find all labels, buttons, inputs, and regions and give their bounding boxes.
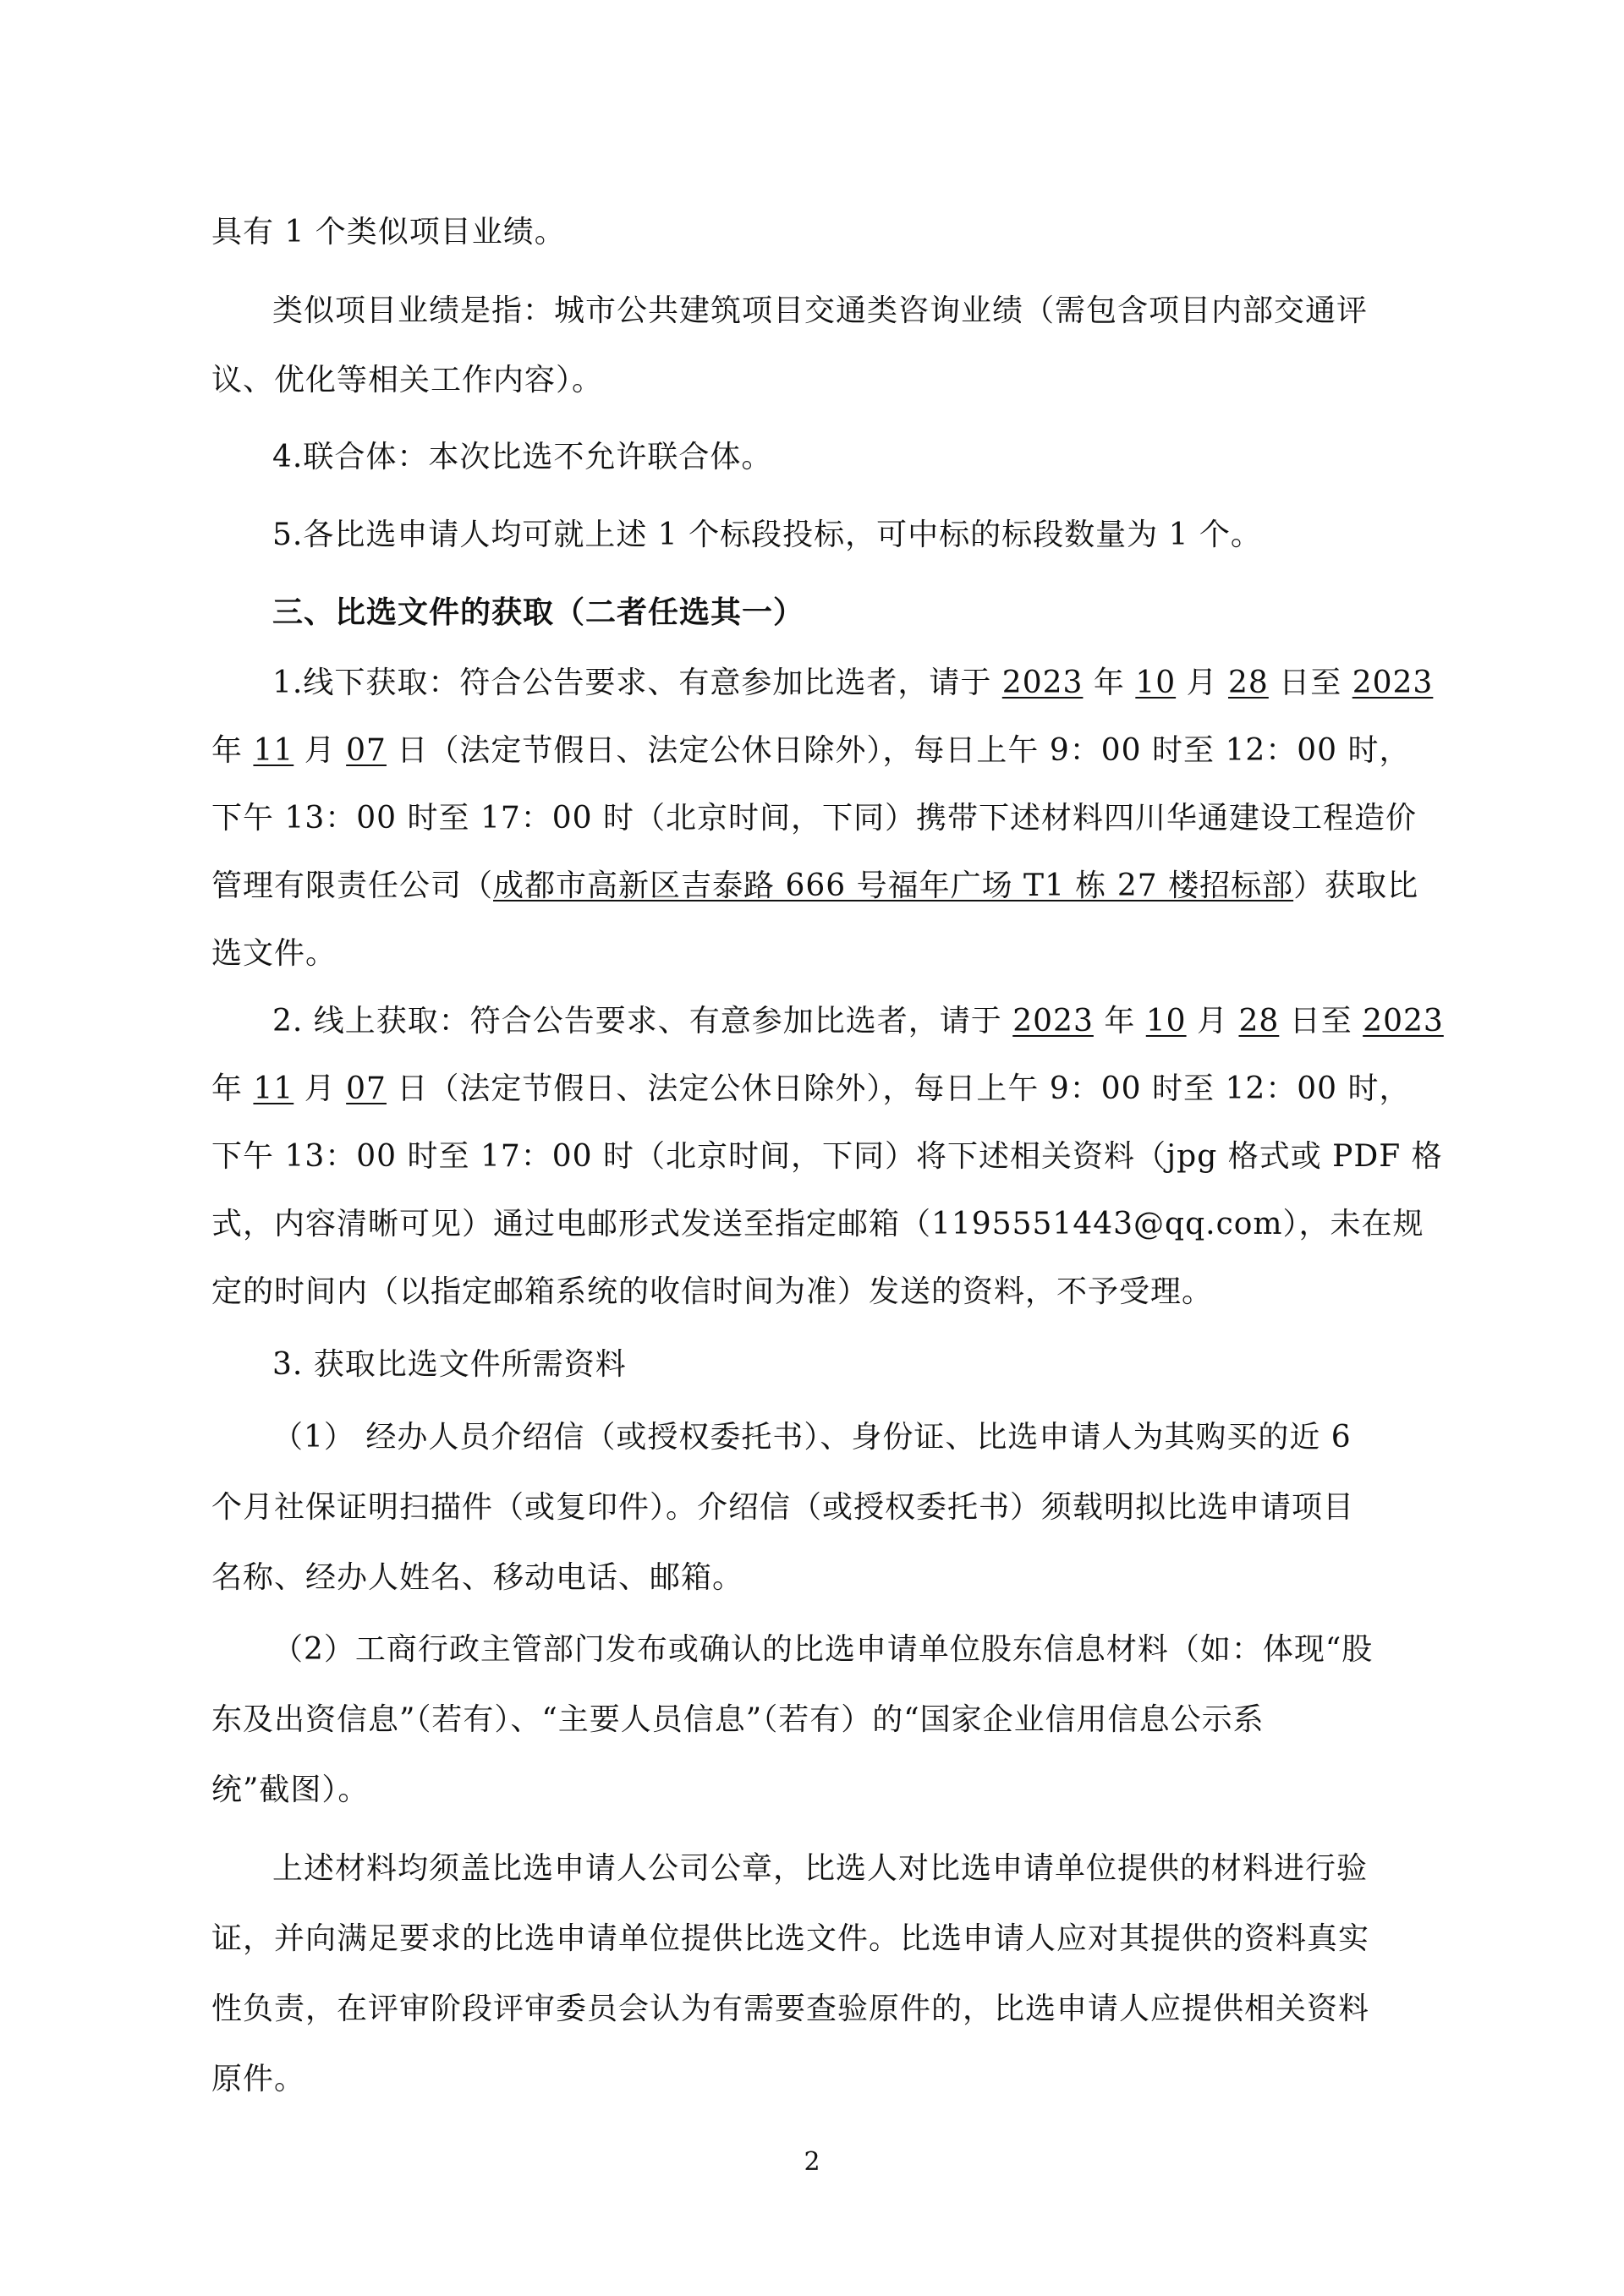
date-month: 10 xyxy=(1135,666,1177,700)
text-run: 月 xyxy=(1176,666,1229,700)
date-year: 2023 xyxy=(1012,1004,1094,1038)
date-day: 28 xyxy=(1228,666,1269,700)
text-run: ）获取比 xyxy=(1293,869,1419,903)
body-text-line xyxy=(272,662,1433,704)
section-heading: 三、比选文件的获取（二者任选其一） xyxy=(272,595,805,630)
body-text-line xyxy=(211,730,1411,772)
text-run: 年 xyxy=(211,733,254,768)
text-run: 管理有限责任公司（ xyxy=(211,869,494,903)
body-text-line: 选文件。 xyxy=(211,936,337,971)
text-run: 日（法定节假日、法定公休日除外），每日上午 9：00 时至 12：00 时， xyxy=(386,733,1411,768)
date-month: 11 xyxy=(253,733,294,768)
date-year: 2023 xyxy=(1352,666,1434,700)
body-text-line: 具有 1 个类似项目业绩。 xyxy=(211,215,566,249)
text-run: 月 xyxy=(294,1071,347,1106)
body-text-line: 统”截图）。 xyxy=(211,1773,370,1807)
body-text-line: 证，并向满足要求的比选申请单位提供比选文件。比选申请人应对其提供的资料真实 xyxy=(211,1921,1370,1956)
date-month: 11 xyxy=(253,1071,294,1106)
text-run: 2. 线上获取：符合公告要求、有意参加比选者，请于 xyxy=(272,1004,1013,1038)
date-year: 2023 xyxy=(1363,1004,1444,1038)
body-text-line: 下午 13：00 时至 17：00 时（北京时间，下同）将下述相关资料（jpg 格式或 PDF 格 xyxy=(211,1139,1443,1174)
page-number: 2 xyxy=(804,2147,820,2177)
text-run: 日至 xyxy=(1279,1004,1363,1038)
body-text-line: （1） 经办人员介绍信（或授权委托书）、身份证、比选申请人为其购买的近 6 xyxy=(272,1420,1352,1455)
list-item-consortium: 4.联合体：本次比选不允许联合体。 xyxy=(272,440,773,474)
text-run: 年 xyxy=(211,1071,254,1106)
body-text-line: 原件。 xyxy=(211,2062,306,2096)
subsection-title: 3. 获取比选文件所需资料 xyxy=(272,1347,627,1382)
body-text-line: （2）工商行政主管部门发布或确认的比选申请单位股东信息材料（如：体现“股 xyxy=(272,1632,1374,1667)
body-text-line: 议、优化等相关工作内容）。 xyxy=(211,363,604,397)
address-text: 成都市高新区吉泰路 666 号福年广场 T1 栋 27 楼招标部 xyxy=(493,869,1294,903)
date-day: 07 xyxy=(346,733,387,768)
date-month: 10 xyxy=(1145,1004,1187,1038)
body-text-line: 式，内容清晰可见）通过电邮形式发送至指定邮箱（1195551443@qq.com），未在规 xyxy=(211,1207,1424,1241)
date-day: 28 xyxy=(1238,1004,1280,1038)
body-text-line: 下午 13：00 时至 17：00 时（北京时间，下同）携带下述材料四川华通建设工程造价 xyxy=(211,801,1418,836)
text-run: 年 xyxy=(1093,1004,1146,1038)
list-item-bid-sections: 5.各比选申请人均可就上述 1 个标段投标，可中标的标段数量为 1 个。 xyxy=(272,518,1262,552)
body-text-line: 东及出资信息”（若有）、“主要人员信息”（若有）的“国家企业信用信息公示系 xyxy=(211,1702,1265,1737)
body-text-line xyxy=(211,1068,1411,1110)
text-run: 日（法定节假日、法定公休日除外），每日上午 9：00 时至 12：00 时， xyxy=(386,1071,1411,1106)
body-text-line: 上述材料均须盖比选申请人公司公章，比选人对比选申请单位提供的材料进行验 xyxy=(272,1851,1369,1886)
body-text-line: 名称、经办人姓名、移动电话、邮箱。 xyxy=(211,1560,744,1595)
body-text-line: 类似项目业绩是指：城市公共建筑项目交通类咨询业绩（需包含项目内部交通评 xyxy=(272,293,1369,328)
body-text-line: 定的时间内（以指定邮箱系统的收信时间为准）发送的资料，不予受理。 xyxy=(211,1274,1214,1309)
text-run: 年 xyxy=(1083,666,1136,700)
text-run: 日至 xyxy=(1268,666,1352,700)
text-run: 月 xyxy=(1186,1004,1239,1038)
body-text-line xyxy=(272,1000,1444,1043)
body-text-line xyxy=(211,865,1418,907)
body-text-line: 性负责，在评审阶段评审委员会认为有需要查验原件的，比选申请人应提供相关资料 xyxy=(211,1992,1370,2026)
body-text-line: 个月社保证明扫描件（或复印件）。介绍信（或授权委托书）须载明拟比选申请项目 xyxy=(211,1490,1355,1525)
text-run: 1.线下获取：符合公告要求、有意参加比选者，请于 xyxy=(272,666,1002,700)
date-day: 07 xyxy=(346,1071,387,1106)
date-year: 2023 xyxy=(1001,666,1084,700)
text-run: 月 xyxy=(294,733,347,768)
